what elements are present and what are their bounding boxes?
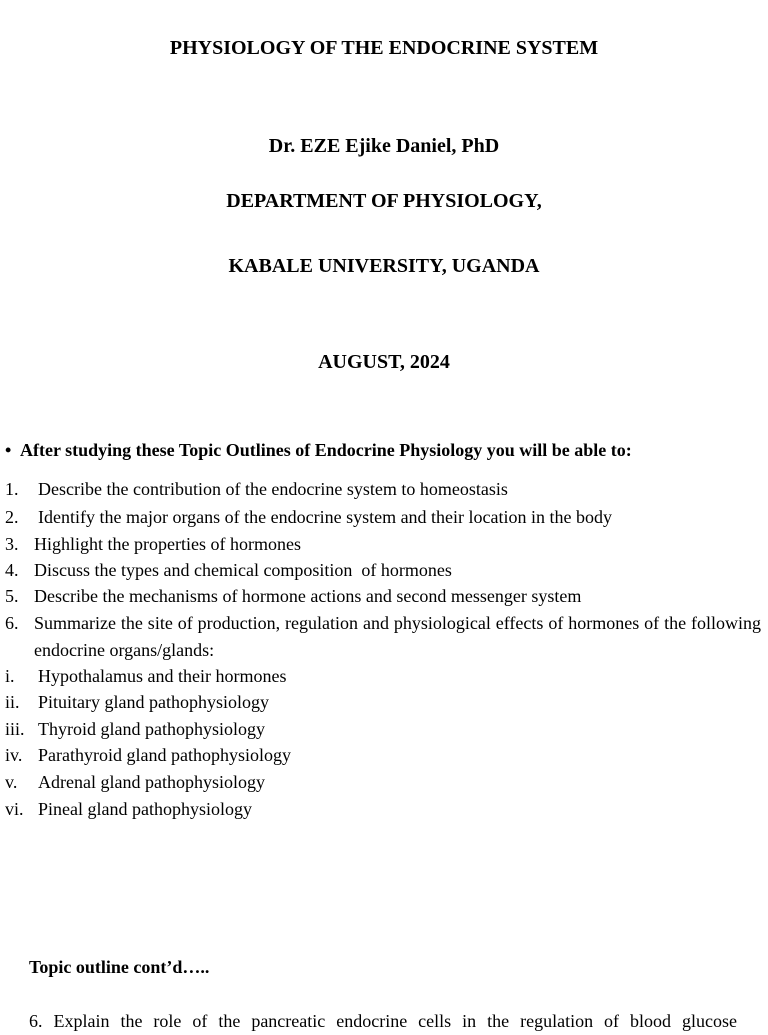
gland-number: i. [5, 666, 15, 686]
gland-number: vi. [5, 799, 24, 819]
university-name: KABALE UNIVERSITY, UGANDA [228, 255, 540, 277]
department-name: DEPARTMENT OF PHYSIOLOGY, [226, 190, 542, 212]
gland-number: ii. [5, 692, 20, 712]
continuation-heading: Topic outline cont’d….. [29, 957, 210, 977]
intro-text: After studying these Topic Outlines of Endocrine Physiology you will be able to: [20, 440, 632, 460]
continuation-first-line: 6. Explain the role of the pancreatic endocrine cells in the regulation of blood glucose [29, 1011, 737, 1031]
gland-text: Pineal gland pathophysiology [38, 799, 252, 819]
objective-text: Summarize the site of production, regulation and physiological effects of hormones of the following endocrine organs/glands: [34, 613, 761, 660]
bullet-icon: • [5, 440, 12, 460]
document-date: AUGUST, 2024 [318, 351, 450, 373]
gland-text: Parathyroid gland pathophysiology [38, 745, 291, 765]
gland-text: Adrenal gland pathophysiology [38, 772, 265, 792]
gland-number: iii. [5, 719, 25, 739]
author-name: Dr. EZE Ejike Daniel, PhD [268, 135, 500, 157]
gland-text: Thyroid gland pathophysiology [38, 719, 265, 739]
objectives-intro [5, 440, 632, 461]
objective-text: Discuss the types and chemical composition of hormones [34, 560, 452, 580]
gland-text: Pituitary gland pathophysiology [38, 692, 269, 712]
objective-number: 4. [5, 560, 19, 580]
objective-number: 6. [5, 613, 19, 633]
objective-number: 3. [5, 534, 19, 554]
gland-number: v. [5, 772, 18, 792]
gland-text: Hypothalamus and their hormones [38, 666, 287, 686]
objective-text: Describe the contribution of the endocrine system to homeostasis [38, 479, 508, 499]
page-title: PHYSIOLOGY OF THE ENDOCRINE SYSTEM [169, 37, 599, 59]
objective-number: 5. [5, 586, 19, 606]
objective-number: 1. [5, 479, 19, 499]
gland-number: iv. [5, 745, 23, 765]
objective-text: Identify the major organs of the endocrine system and their location in the body [38, 507, 613, 527]
objective-text: Describe the mechanisms of hormone actions and second messenger system [34, 586, 582, 606]
objective-text: Highlight the properties of hormones [34, 534, 301, 554]
objective-number: 2. [5, 507, 19, 527]
